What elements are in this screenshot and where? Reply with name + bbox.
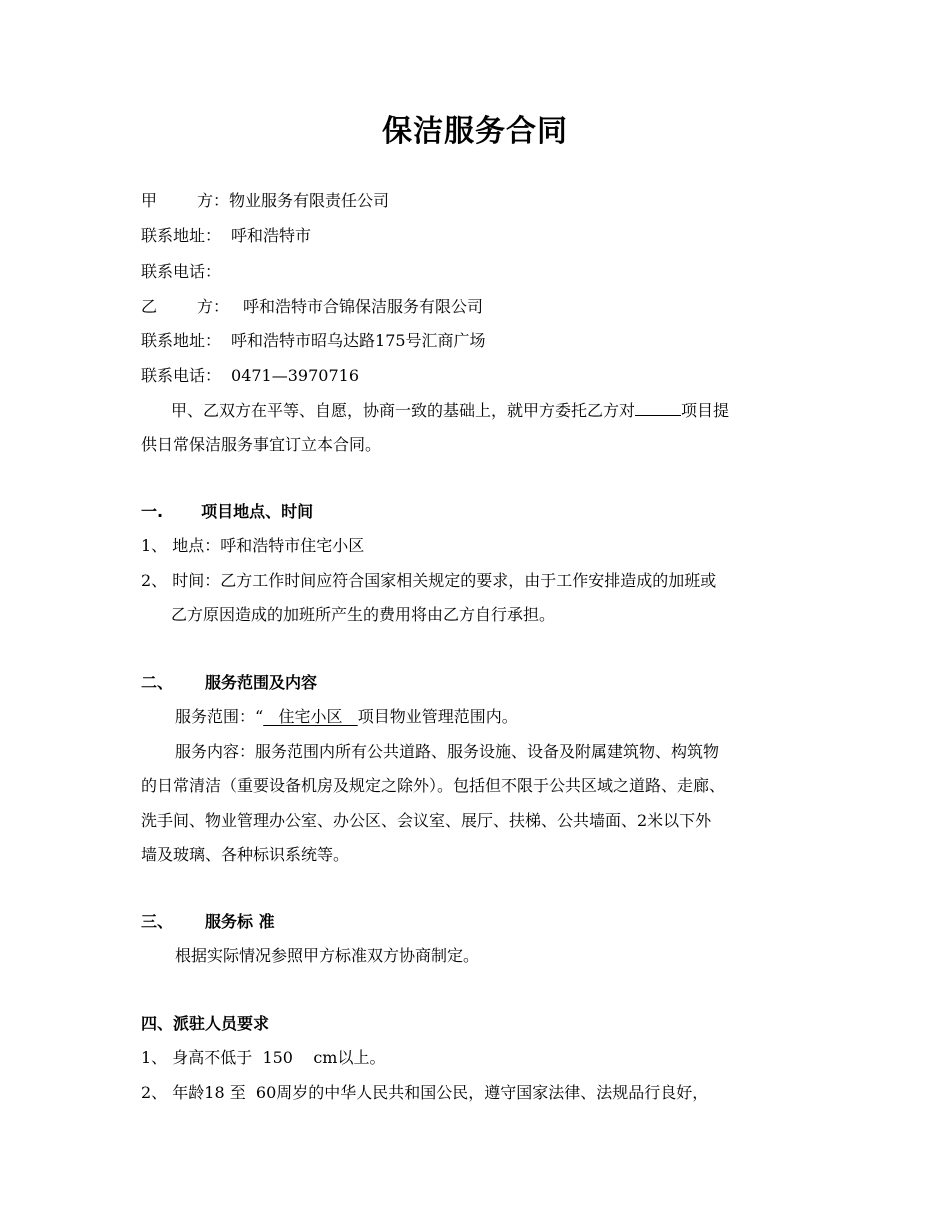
service-scope-line <box>175 706 518 728</box>
section-1-number: 一. <box>141 502 164 521</box>
party-b-phone-line <box>141 365 359 387</box>
party-a-address: 呼和浩特市 <box>231 226 312 245</box>
party-b-label-1: 乙 <box>141 297 158 316</box>
section-3-number: 三、 <box>141 912 174 931</box>
party-b-phone: 0471—3970716 <box>231 366 359 385</box>
section-4-item-2: 2、 年龄18 至 60周岁的中华人民共和国公民，遵守国家法律、法规品行良好， <box>141 1083 709 1102</box>
service-content-line-1: 服务内容：服务范围内所有公共道路、服务设施、设备及附属建筑物、构筑物 <box>175 742 720 761</box>
service-scope-location: 住宅小区 <box>263 707 358 726</box>
section-2-title: 服务范围及内容 <box>205 673 318 692</box>
section-1-item-2-line-2: 乙方原因造成的加班所产生的费用将由乙方自行承担。 <box>171 605 556 624</box>
party-a-name-line <box>141 190 389 212</box>
section-3-body: 根据实际情况参照甲方标准双方协商制定。 <box>175 946 480 965</box>
party-a-address-label: 联系地址： <box>141 226 222 245</box>
party-a-label-2: 方： <box>197 191 230 210</box>
section-4-item-1: 1、 身高不低于 150 cm以上。 <box>141 1048 386 1067</box>
service-scope-suffix: 项目物业管理范围内。 <box>357 707 518 726</box>
service-content-line-4: 墙及玻璃、各种标识系统等。 <box>141 845 350 864</box>
party-b-name: 呼和浩特市合锦保洁服务有限公司 <box>243 297 484 316</box>
intro-text-a: 甲、乙双方在平等、自愿，协商一致的基础上，就甲方委托乙方对 <box>171 401 636 420</box>
intro-line-2: 供日常保洁服务事宜订立本合同。 <box>141 435 382 454</box>
section-3-title: 服务标 准 <box>205 912 275 931</box>
party-a-label-1: 甲 <box>141 191 158 210</box>
intro-text-b: 项目提 <box>681 401 730 420</box>
party-b-address-line <box>141 330 486 352</box>
section-2-heading <box>141 672 317 694</box>
section-1-item-2-line-1: 2、 时间：乙方工作时间应符合国家相关规定的要求，由于工作安排造成的加班或 <box>141 571 717 590</box>
party-a-phone-label: 联系电话： <box>141 262 222 281</box>
party-a-name: 物业服务有限责任公司 <box>229 191 390 210</box>
party-b-address-label: 联系地址： <box>141 331 222 350</box>
service-content-line-2: 的日常清洁（重要设备机房及规定之除外）。包括但不限于公共区域之道路、走廊、 <box>141 776 726 795</box>
section-4-heading: 四、派驻人员要求 <box>141 1014 270 1033</box>
service-content-line-3: 洗手间、物业管理办公室、办公区、会议室、展厅、扶梯、公共墙面、2米以下外 <box>141 811 712 830</box>
intro-line-1 <box>171 400 729 422</box>
party-a-phone-line <box>141 261 221 283</box>
section-2-number: 二、 <box>141 673 174 692</box>
section-3-heading <box>141 911 275 933</box>
party-b-label-2: 方： <box>197 297 230 316</box>
project-name-blank <box>635 400 681 416</box>
party-b-phone-label: 联系电话： <box>141 366 222 385</box>
section-1-heading <box>141 501 313 523</box>
section-1-item-1: 1、 地点：呼和浩特市住宅小区 <box>141 536 365 555</box>
section-1-title: 项目地点、时间 <box>201 502 314 521</box>
party-b-name-line <box>141 296 483 318</box>
service-scope-prefix: 服务范围：“ <box>175 707 264 726</box>
party-b-address: 呼和浩特市昭乌达路175号汇商广场 <box>231 331 486 350</box>
document-title: 保洁服务合同 <box>382 114 568 149</box>
party-a-address-line <box>141 225 311 247</box>
